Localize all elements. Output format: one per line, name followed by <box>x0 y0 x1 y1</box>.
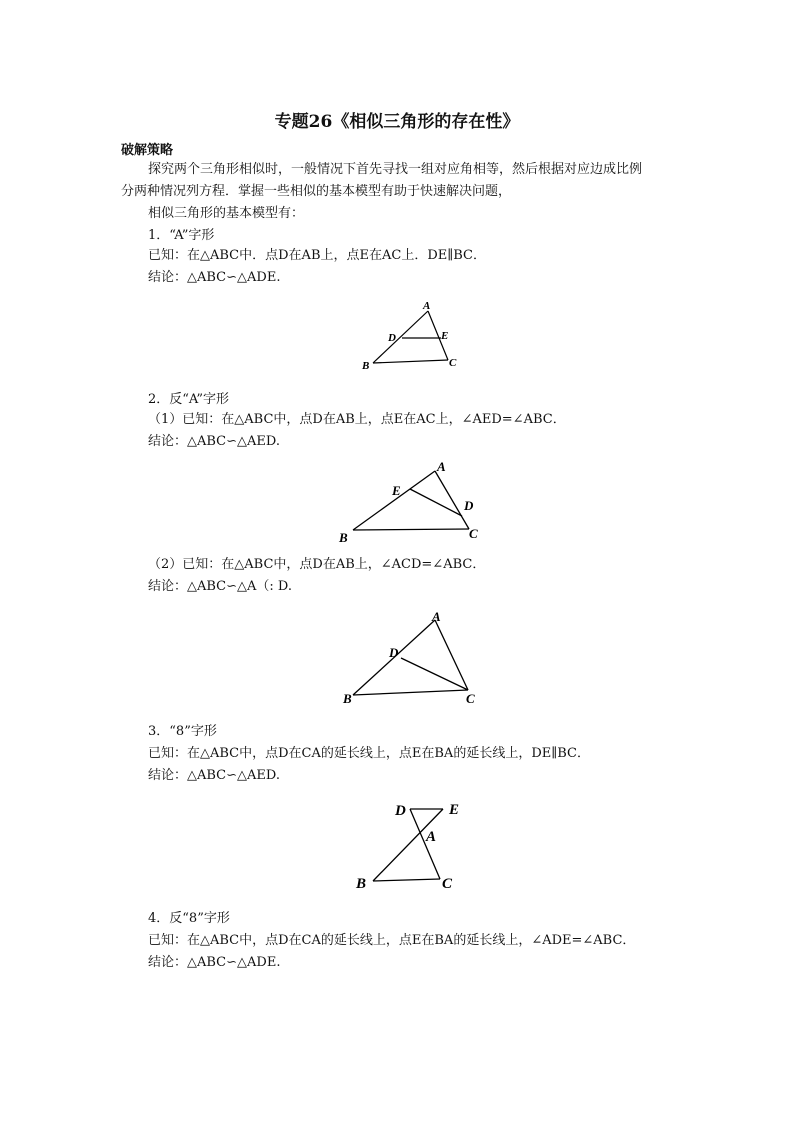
label-a: A <box>423 300 431 312</box>
label-e: E <box>449 802 460 818</box>
section-2-given-2: （2）已知：在△ABC中，点D在AB上，∠ACD=∠ABC． <box>148 557 486 572</box>
label-c: C <box>442 876 453 892</box>
intro-line-3: 相似三角形的基本模型有： <box>148 206 305 221</box>
page-title: 专题26《相似三角形的存在性》 <box>274 112 520 132</box>
figure-reverse-a-shape-1 <box>335 456 495 552</box>
label-b: B <box>343 691 352 706</box>
section-1-given: 已知：在△ABC中．点D在AB上，点E在AC上．DE∥BC． <box>148 248 486 263</box>
section-4-given: 已知：在△ABC中，点D在CA的延长线上，点E在BA的延长线上，∠ADE=∠ABC． <box>148 933 636 948</box>
section-1-title: 1．“A”字形 <box>148 228 215 243</box>
section-3-conclusion: 结论：△ABC∽△AED. <box>148 768 280 783</box>
section-2-given-1: （1）已知：在△ABC中，点D在AB上，点E在AC上，∠AED=∠ABC． <box>148 412 566 427</box>
label-b: B <box>356 876 367 892</box>
section-4-conclusion: 结论：△ABC∽△ADE. <box>148 955 281 970</box>
label-d: D <box>389 645 399 660</box>
label-c: C <box>469 526 478 541</box>
section-2-conclusion-1: 结论：△ABC∽△AED. <box>148 434 280 449</box>
label-c: C <box>449 357 457 369</box>
section-3-given: 已知：在△ABC中，点D在CA的延长线上，点E在BA的延长线上，DE∥BC． <box>148 746 590 761</box>
label-d: D <box>395 803 406 819</box>
section-3-title: 3．“8”字形 <box>148 724 217 739</box>
label-e: E <box>441 330 449 342</box>
section-heading: 破解策略 <box>121 143 174 158</box>
label-a: A <box>437 459 446 474</box>
section-1-conclusion: 结论：△ABC∽△ADE. <box>148 270 281 285</box>
label-d: D <box>464 498 474 513</box>
intro-line-2: 分两种情况列方程．掌握一些相似的基本模型有助于快速解决问题， <box>121 184 512 199</box>
figure-8-shape <box>350 795 470 899</box>
section-2-conclusion-2: 结论：△ABC∽△A（: D. <box>148 579 293 594</box>
label-b: B <box>339 530 348 545</box>
label-a: A <box>432 609 441 624</box>
label-d: D <box>388 332 396 344</box>
section-2-title: 2．反“A”字形 <box>148 392 230 407</box>
section-4-title: 4．反“8”字形 <box>148 911 230 926</box>
intro-line-1: 探究两个三角形相似时，一般情况下首先寻找一组对应角相等，然后根据对应边成比例 <box>148 162 643 177</box>
label-c: C <box>466 691 475 706</box>
label-b: B <box>362 360 370 372</box>
label-e: E <box>392 483 401 498</box>
figure-a-shape <box>355 297 465 381</box>
figure-reverse-a-shape-2 <box>335 606 495 710</box>
label-a: A <box>426 829 437 845</box>
